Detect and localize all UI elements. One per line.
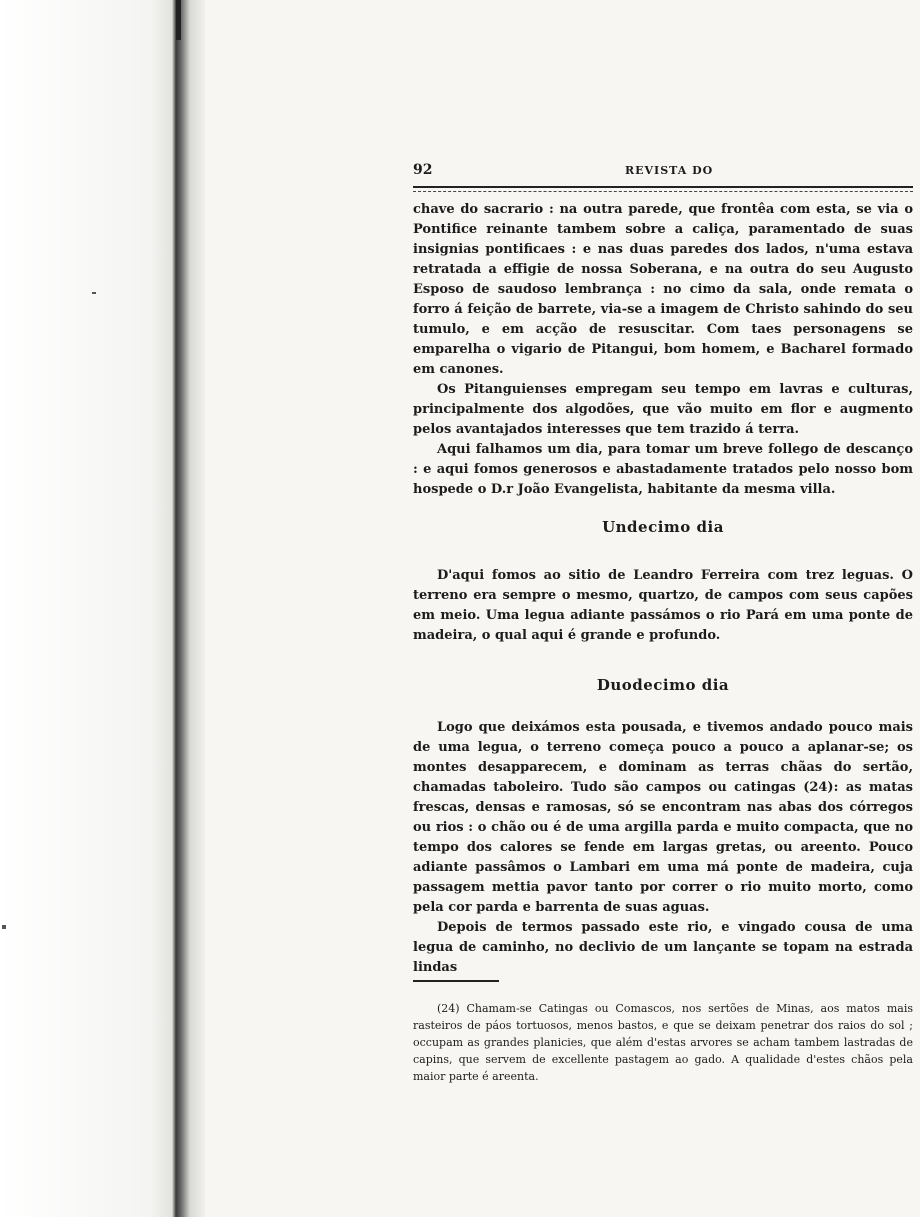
page-number: 92 <box>413 162 433 178</box>
header-rule <box>413 186 913 192</box>
page-header <box>413 162 913 184</box>
scan-speck <box>2 925 6 929</box>
running-title: REVISTA DO <box>625 164 714 177</box>
paragraph: D'aqui fomos ao sitio de Leandro Ferreira com trez leguas. O terreno era sempre o mesmo, quartzo, de campos com seus capões em meio. Uma legua adiante passámos o rio Pará em uma ponte de madeira, o qual aqui é grande e profundo. <box>413 568 913 643</box>
body-text <box>413 200 913 500</box>
paragraph: Logo que deixámos esta pousada, e tivemos andado pouco mais de uma legua, o terreno começa pouco a pouco a aplanar-se; os montes desapparecem, e dominam as terras chãas do sertão, chamadas taboleiro. Tudo são campos ou catingas (24): as matas frescas, densas e ramosas, só se encontram nas abas dos córregos ou rios : o chão ou é de uma argilla parda e muito compacta, que no tempo dos calores se fende em largas gretas, ou areento. Pouco adiante passâmos o Lambari em uma má ponte de madeira, cuja passagem mettia pavor tanto por correr o rio muito morto, como pela cor parda e barrenta de suas aguas. <box>413 720 913 915</box>
section-text <box>413 718 913 978</box>
footnote-text: (24) Chamam-se Catingas ou Comascos, nos sertões de Minas, aos matos mais rasteiros de páos tortuosos, menos bastos, e que se deixam penetrar dos raios do sol ; occupam as grandes planicies, que além d'estas arvores se acham tambem lastradas de capins, que servem de excellente pastagem ao gado. A qualidade d'estes chãos pela maior parte é areenta. <box>413 1002 913 1083</box>
paragraph: Aqui falhamos um dia, para tomar um breve follego de descanço : e aqui fomos generosos e abastadamente tratados pelo nosso bom hospede o D.r João Evangelista, habitante da mesma villa. <box>413 442 913 497</box>
section-text <box>413 566 913 646</box>
footnote-rule <box>413 980 499 982</box>
binding-edge-mark <box>176 0 181 40</box>
paragraph: chave do sacrario : na outra parede, que frontêa com esta, se via o Pontifice reinante tambem sobre a caliça, paramentado de suas insignias pontificaes : e nas duas paredes dos lados, n'uma estava retratada a effigie de nossa Soberana, e na outra do seu Augusto Esposo de saudoso lembrança : no cimo da sala, onde remata o forro á feição de barrete, via-se a imagem de Christo sahindo do seu tumulo, e em acção de resuscitar. Com taes personagens se emparelha o vigario de Pitangui, bom homem, e Bacharel formado em canones. <box>413 202 913 377</box>
paragraph: Os Pitanguienses empregam seu tempo em lavras e culturas, principalmente dos algodões, que vão muito em flor e augmento pelos avantajados interesses que tem trazido á terra. <box>413 382 913 437</box>
paragraph: Depois de termos passado este rio, e vingado cousa de uma legua de caminho, no declivio de um lançante se topam na estrada lindas <box>413 920 913 975</box>
footnote <box>413 1000 913 1085</box>
book-binding-gutter <box>0 0 205 1217</box>
section-heading: Undecimo dia <box>602 518 724 536</box>
section-heading: Duodecimo dia <box>596 676 730 694</box>
scan-speck <box>92 292 96 294</box>
